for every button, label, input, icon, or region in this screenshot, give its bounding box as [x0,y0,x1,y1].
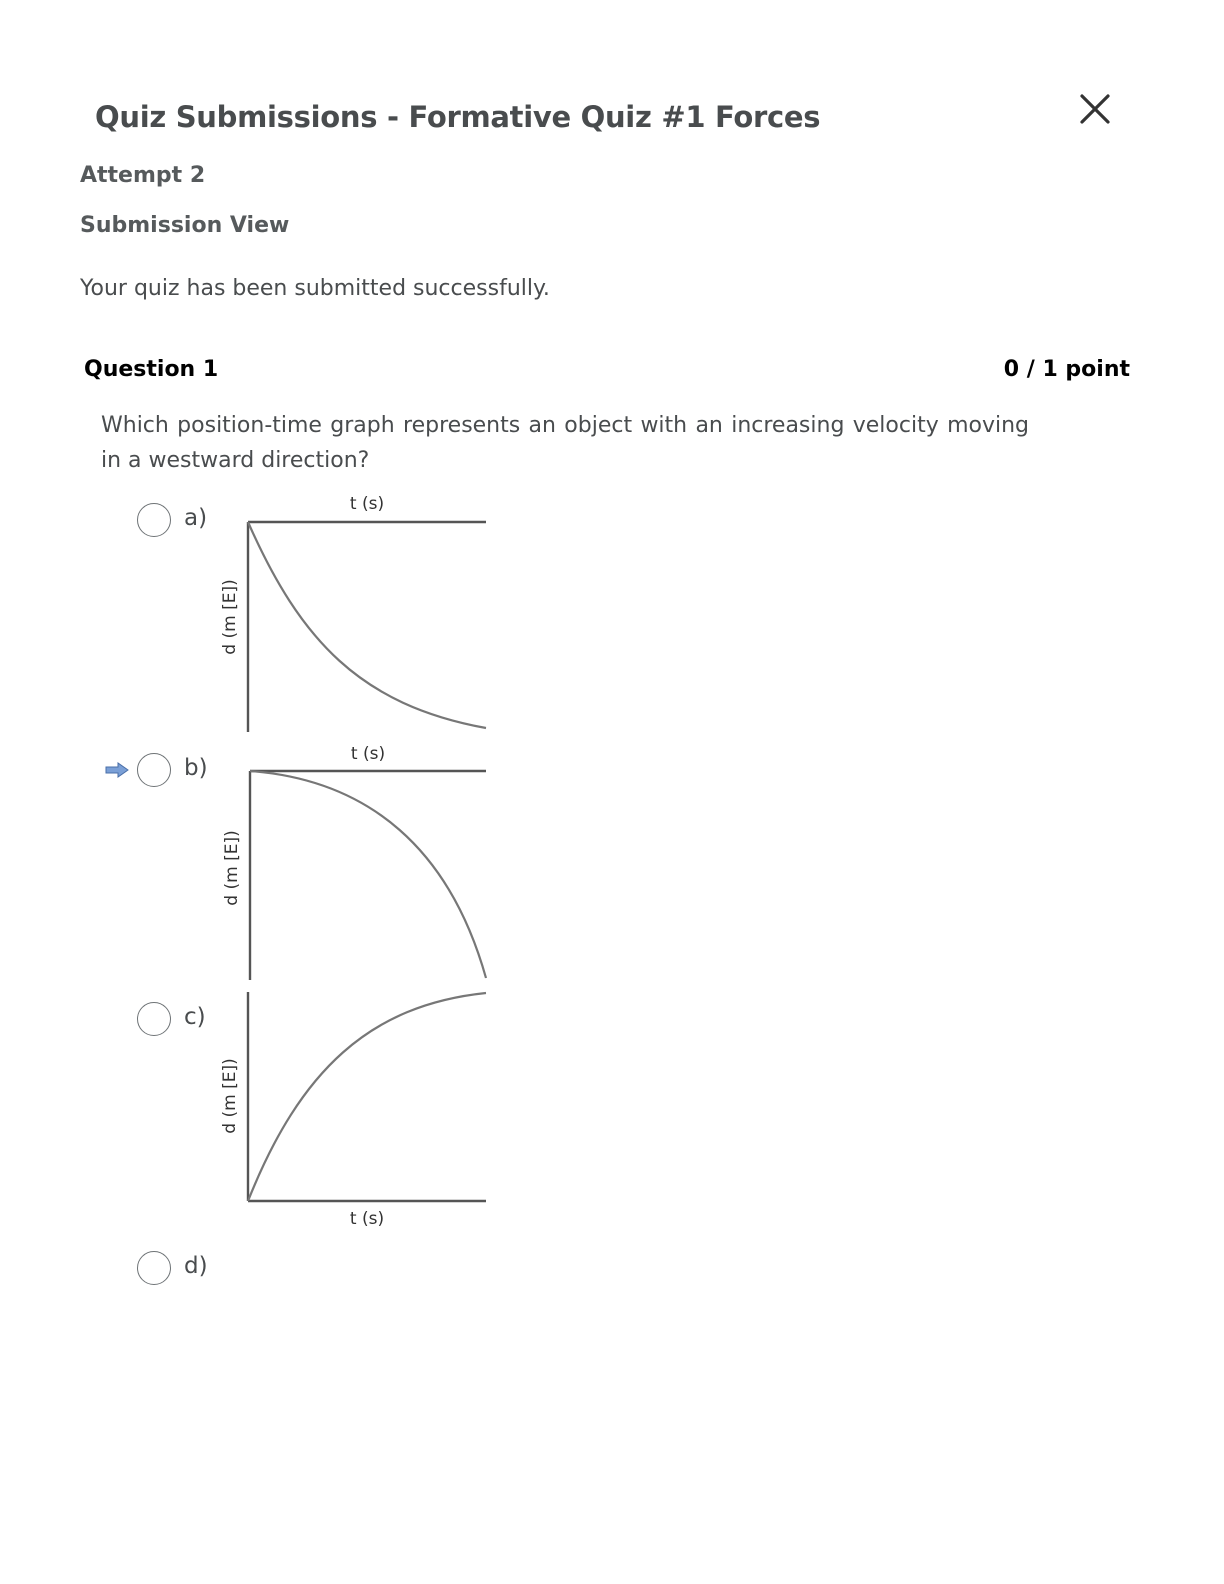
option-c-radio[interactable] [137,1002,171,1036]
close-icon[interactable] [1076,90,1114,128]
option-b-radio[interactable] [137,753,171,787]
option-a-label: a) [184,505,208,531]
question-points: 0 / 1 point [1003,357,1130,382]
option-c-graph [210,990,490,1235]
option-b-graph-x-label: t (s) [350,744,386,764]
submission-message: Your quiz has been submitted successfully. [80,276,550,301]
question-label: Question 1 [84,357,219,382]
option-d-label: d) [184,1253,208,1279]
option-a-graph-x-label: t (s) [349,494,385,514]
option-b-graph [210,740,490,985]
submission-view-heading: Submission View [80,213,290,238]
option-a-radio[interactable] [137,503,171,537]
page-title: Quiz Submissions - Formative Quiz #1 Forces [95,100,821,134]
option-c-graph-y-label: d (m [E]) [220,1058,240,1134]
question-text: Which position-time graph represents an object with an increasing velocity moving in a westward direction? [101,413,1029,473]
option-b-label: b) [184,755,208,781]
option-a-graph [210,490,490,735]
option-a-graph-y-label: d (m [E]) [220,579,240,655]
option-c-label: c) [184,1004,206,1030]
option-b-graph-y-label: d (m [E]) [222,830,242,906]
arrow-right-icon [105,762,129,778]
attempt-heading: Attempt 2 [80,163,206,188]
option-c-graph-x-label: t (s) [349,1209,385,1229]
option-d-radio[interactable] [137,1251,171,1285]
